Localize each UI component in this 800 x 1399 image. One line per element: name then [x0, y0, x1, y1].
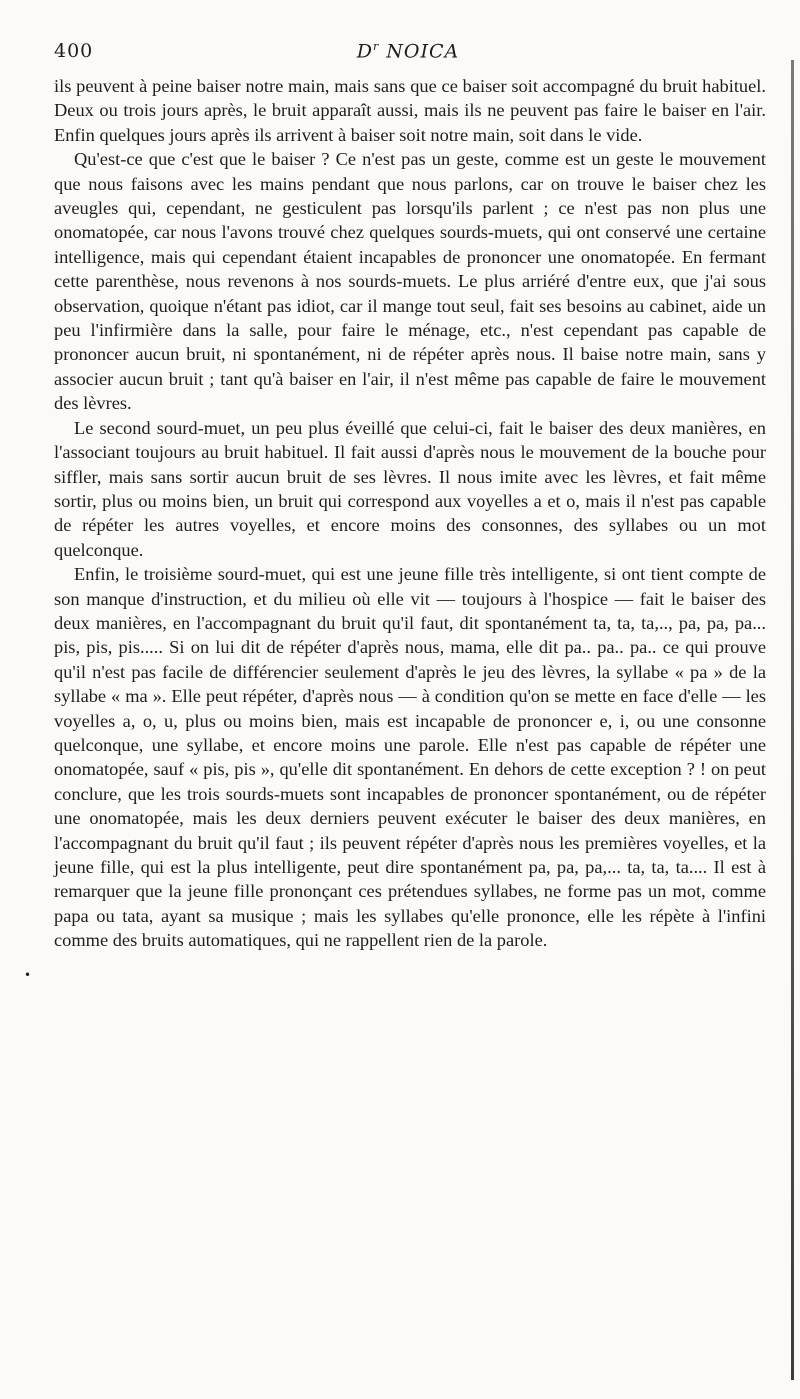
running-title-prefix: D: [356, 40, 373, 63]
page-number: 400: [54, 40, 94, 62]
running-title-name: NOICA: [379, 40, 460, 63]
paragraph-2: Qu'est-ce que c'est que le baiser ? Ce n'est pas un geste, comme est un geste le mouvement que nous faisons avec les mains pendant que nous parlons, car on trouve le baiser chez les aveugles qui, cependant, ne gesticulent pas lorsqu'ils parlent ; ce n'est pas non plus une onomatopée, car nous l'avons trouvé chez quelques sourds-muets, qui ont conservé une certaine intelligence, mais qui cependant étaient incapables de prononcer une onomatopée. En fermant cette parenthèse, nous revenons à nos sourds-muets. Le plus arriéré d'entre eux, que j'ai sous observation, quoique n'étant pas idiot, car il mange tout seul, fait ses besoins au cabinet, aide un peu l'infirmière dans la salle, pour faire le ménage, etc., n'est cependant pas capable de prononcer aucun bruit, ni spontanément, ni de répéter après nous. Il baise notre main, sans y associer aucun bruit ; tant qu'à baiser en l'air, il n'est même pas capable de faire le mouvement des lèvres.: [54, 149, 766, 414]
running-title-sup: r: [372, 40, 380, 53]
paragraph-3: Le second sourd-muet, un peu plus éveillé que celui-ci, fait le baiser des deux manières, en l'associant toujours au bruit habituel. Il fait aussi d'après nous le mouvement de la bouche pour siffler, mais sans sortir aucun bruit de ses lèvres. Il nous imite avec les lèvres, et fait même sortir, plus ou moins bien, un bruit qui correspond aux voyelles a et o, mais il n'est pas capable de répéter les autres voyelles, et encore moins des consonnes, des syllabes ou un mot quelconque.: [54, 417, 766, 560]
running-title: [54, 40, 762, 62]
paragraph-4: Enfin, le troisième sourd-muet, qui est une jeune fille très intelligente, si ont tient compte de son manque d'instruction, et du milieu où elle vit — toujours à l'hospice — fait le baiser des deux manières, en l'accompagnant du bruit qu'il faut, dit spontanément ta, ta, ta,.., pa, pa, pa... pis, pis, pis..... Si on lui dit de répéter d'après nous, mama, elle dit pa.. pa.. pa.. ce qui prouve qu'il n'est pas facile de différencier seulement d'après le jeu des lèvres, la syllabe « pa » de la syllabe « ma ». Elle peut répéter, d'après nous — à condition qu'on se mette en face d'elle — les voyelles a, o, u, plus ou moins bien, mais est incapable de prononcer e, i, ou une consonne quelconque, une syllabe, et encore moins une parole. Elle n'est pas capable de répéter une onomatopée, sauf « pis, pis », qu'elle dit spontanément. En dehors de cette exception ? ! on peut conclure, que les trois sourds-muets sont incapables de prononcer spontanément, ou de répéter une onomatopée, mais les deux derniers peuvent exécuter le baiser des deux manières, en l'accompagnant du bruit qu'il faut ; ils peuvent répéter d'après nous les premières voyelles, et la jeune fille, qui est la plus intelligente, peut dire spontanément pa, pa, pa,... ta, ta, ta.... Il est à remarquer que la jeune fille prononçant ces prétendues syllabes, ne forme pas un mot, comme papa ou tata, ayant sa musique ; mais les syllabes qu'elle prononce, elle les répète à l'infini comme des bruits automatiques, qui ne rappellent rien de la parole.: [54, 564, 766, 951]
page-edge: [791, 60, 794, 1380]
page-header: [54, 40, 762, 64]
body-text: [54, 74, 766, 953]
paragraph-1: ils peuvent à peine baiser notre main, mais sans que ce baiser soit accompagné du bruit habituel. Deux ou trois jours après, le bruit apparaît aussi, mais ils ne peuvent pas faire le baiser en l'air. Enfin quelques jours après ils arrivent à baiser soit notre main, soit dans le vide.: [54, 76, 766, 145]
margin-mark: •: [24, 968, 32, 982]
